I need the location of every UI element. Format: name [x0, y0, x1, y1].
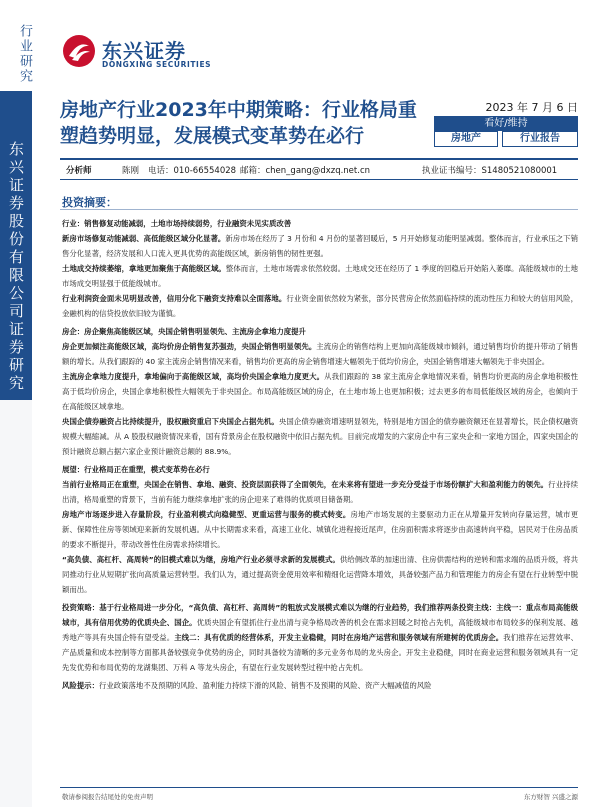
analyst-license: 执业证书编号：S1480521080001 [422, 166, 558, 176]
report-category-tag: 行业研究 [0, 0, 32, 91]
paragraph-text: 整体而言，土地市场需求依然较弱。土地成交还在经历了 1 季度的回稳后开始陷入萎靡。高能级城市的土地市场成交明显强于低能级城市。 [62, 264, 579, 288]
paragraph-lead: 新房市场修复动能减弱、高低能级区域分化显著。 [62, 234, 226, 243]
company-banner: 东兴证券股份有限公司证券研究 [0, 91, 32, 400]
paragraph-text: 央国企债券融资增速明显领先，特别是地方国企的债券融资额还在显著增长，民企债权融资规模大幅缩减。从 A 股股权融资情况来看，国有背景房企在股权融资中依旧占据先机。目前完成增发的六家房企中有三家央企和一家地方国企，四家央国企的预计融资总额占据六家企业预计融资总额的 88.9%。 [62, 417, 578, 456]
paragraph-lead: 央国企债券融资占比持续提升，股权融资重启下央国企占据先机。 [62, 417, 279, 426]
logo-name-en: DONGXING SECURITIES [102, 60, 212, 69]
paragraph-text: 我们推荐在运营效率、产品质量和成本控制等方面都具备较强竞争优势的房企，同时具备较为清晰的多元业务布局的龙头房企。开发主业稳健，同时在商业运营和服务领域具有一定先发优势和布局优势的龙湖集团、万科 A 等龙头房企，有望在行业发展转型过程中抢占先机。 [62, 633, 578, 672]
paragraph [62, 339, 578, 369]
summary-body [62, 214, 578, 693]
outlook-section-heading: 展望：行业格局正在重塑，模式变革势在必行 [62, 465, 210, 474]
paragraph [62, 291, 578, 321]
analyst-name: 陈刚 [122, 166, 140, 176]
summary-divider [60, 209, 578, 210]
analyst-role: 分析师 [66, 166, 92, 176]
paragraph [62, 507, 578, 552]
analyst-phone: 电话：010-66554028 [148, 166, 237, 176]
paragraph [62, 552, 578, 597]
paragraph-lead: 风险提示： [62, 681, 99, 690]
header-divider [60, 158, 578, 160]
paragraph [62, 477, 578, 507]
industry-section-heading: 行业：销售修复动能减弱，土地市场持续弱势，行业融资未见实质改善 [62, 219, 292, 228]
company-logo [62, 34, 222, 70]
paragraph-text: 优质央国企有望抓住行业出清与竞争格局改善的机会在需求回暖之时抢占先机，高能级城市布局较多的保利发展、越秀地产等具有央国企特有望受益。 [62, 618, 578, 642]
paragraph-lead: 房地产市场逐步进入存量阶段，行业盈利模式向稳健型、更重运营与服务的模式转变。 [62, 510, 351, 519]
summary-heading: 投资摘要： [62, 196, 117, 209]
paragraph [62, 369, 578, 414]
paragraph-text: 房地产市场发展的主要驱动力正在从增量开发转向存量运营，城市更新、保障性住房等领域迎来新的发展机遇。从中长期需求来看，高速工业化、城镇化进程接近尾声，住房面积需求将逐步由高速转向平稳，居民对于住房品质的要求不断提升，带动改善性住房需求持续增长。 [62, 510, 578, 549]
paragraph-lead: 行业利润资金面未见明显改善，信用分化下融资支持难以全面落地。 [62, 294, 287, 303]
footer-divider [60, 787, 578, 788]
footer-slogan: 东方财智 兴盛之源 [523, 793, 578, 801]
analyst-divider [60, 179, 578, 180]
paragraph-lead: 土地成交持续萎缩，拿地更加聚焦于高能级区域。 [62, 264, 226, 273]
paragraph-text: 行业资金面依然较为紧张，部分民营房企依然面临持续的流动性压力和较大的信用风险，金融机构的信贷投放依旧较为谨慎。 [62, 294, 578, 318]
paragraph [62, 261, 578, 291]
paragraph-text: 行业政策落地不及预期的风险、盈利能力持续下滑的风险、销售不及预期的风险、资产大幅减值的风险 [98, 681, 432, 690]
paragraph-text: 主流房企的销售结构上更加向高能级城市倾斜，通过销售均价的提升带动了销售额的增长。从我们跟踪的 40 家主流房企销售情况来看，销售均价更高的房企销售增速大幅领先于低均价房企，央国企销售增速大幅领先于非央国企。 [62, 342, 578, 366]
logo-emblem-icon [62, 34, 96, 68]
paragraph-text: 新房市场在经历了 3 月份和 4 月份的显著回暖后，5 月开始修复动能明显减弱。整体而言，行业承压之下销售分化显著，经济发展和人口流入更具优势的高能级区域，新房销售的韧性更强。 [62, 234, 578, 258]
report-title: 房地产行业2023年中期策略：行业格局重塑趋势明显，发展模式变革势在必行 [60, 99, 417, 147]
paragraph [62, 231, 578, 261]
paragraph-text: 供给侧改革的加速出清、住房供需结构的逆转和需求端的品质升级，将共同推动行业从短期扩张向高质量运营转型。我们认为，通过提高资金使用效率和精细化运营降本增效，具备较强产品力和管理能力的房企有望在行业转型中脱颖而出。 [62, 555, 578, 594]
paragraph-text: 行业持续出清，格局重塑的背景下，当前有能力继续拿地扩张的房企迎来了难得的优质项目储备期。 [62, 480, 578, 504]
footer-disclaimer: 敬请参阅报告结尾处的免责声明 [62, 793, 153, 801]
logo-name-cn: 东兴证券 [102, 39, 186, 63]
analyst-email[interactable]: 邮箱：chen_gang@dxzq.net.cn [240, 166, 371, 176]
paragraph-text: 从我们跟踪的 38 家主流房企拿地情况来看，销售均价更高的房企拿地积极性高于低均价房企，央国企拿地积极性大幅领先于非央国企。布局高能级区域的房企，在土地市场上也更加积极；过去更多的布局低能级区域的房企，也倾向于在高能级区域拿地。 [62, 372, 578, 411]
developers-section-heading: 房企：房企聚焦高能级区域，央国企销售明显领先、主流房企拿地力度提升 [62, 327, 306, 336]
risk-warning [62, 678, 578, 693]
paragraph-lead: “高负债、高杠杆、高周转”的旧模式难以为继，房地产行业必须寻求新的发展模式。 [62, 555, 340, 564]
paragraph-lead: 投资策略：基于行业格局进一步分化，“高负债、高杠杆、高周转”的粗放式发展模式难以为继的行业趋势，我们推荐两条投资主线：主线一：重点布局高能级城市，具有信用优势的优质央企、国企。 [62, 603, 578, 627]
report-date: 2023 年 7 月 6 日 [485, 101, 578, 114]
rating-badge: 看好/维持 [434, 116, 578, 131]
paragraph-lead: 房企更加倾注高能级区域，高均价房企销售复苏强劲，央国企销售明显领先。 [62, 342, 317, 351]
paragraph [62, 414, 578, 459]
paragraph-lead: 当前行业格局正在重塑，央国企在销售、拿地、融资、投资层面获得了全面领先，在未来将有望进一步充分受益于市场份额扩大和盈利能力的领先。 [62, 480, 549, 489]
investment-strategy [62, 600, 578, 675]
paragraph-lead: 主线二：具有优质的经营体系，开发主业稳健，同时在房地产运营和服务领域有所建树的优质房企。 [174, 633, 504, 642]
industry-tag: 房地产 [434, 131, 498, 147]
paragraph-lead: 主流房企拿地力度提升，拿地偏向于高能级区域，高均价央国企拿地力度更大。 [62, 372, 325, 381]
report-type-tag: 行业报告 [502, 131, 578, 147]
sidebar [0, 0, 32, 807]
